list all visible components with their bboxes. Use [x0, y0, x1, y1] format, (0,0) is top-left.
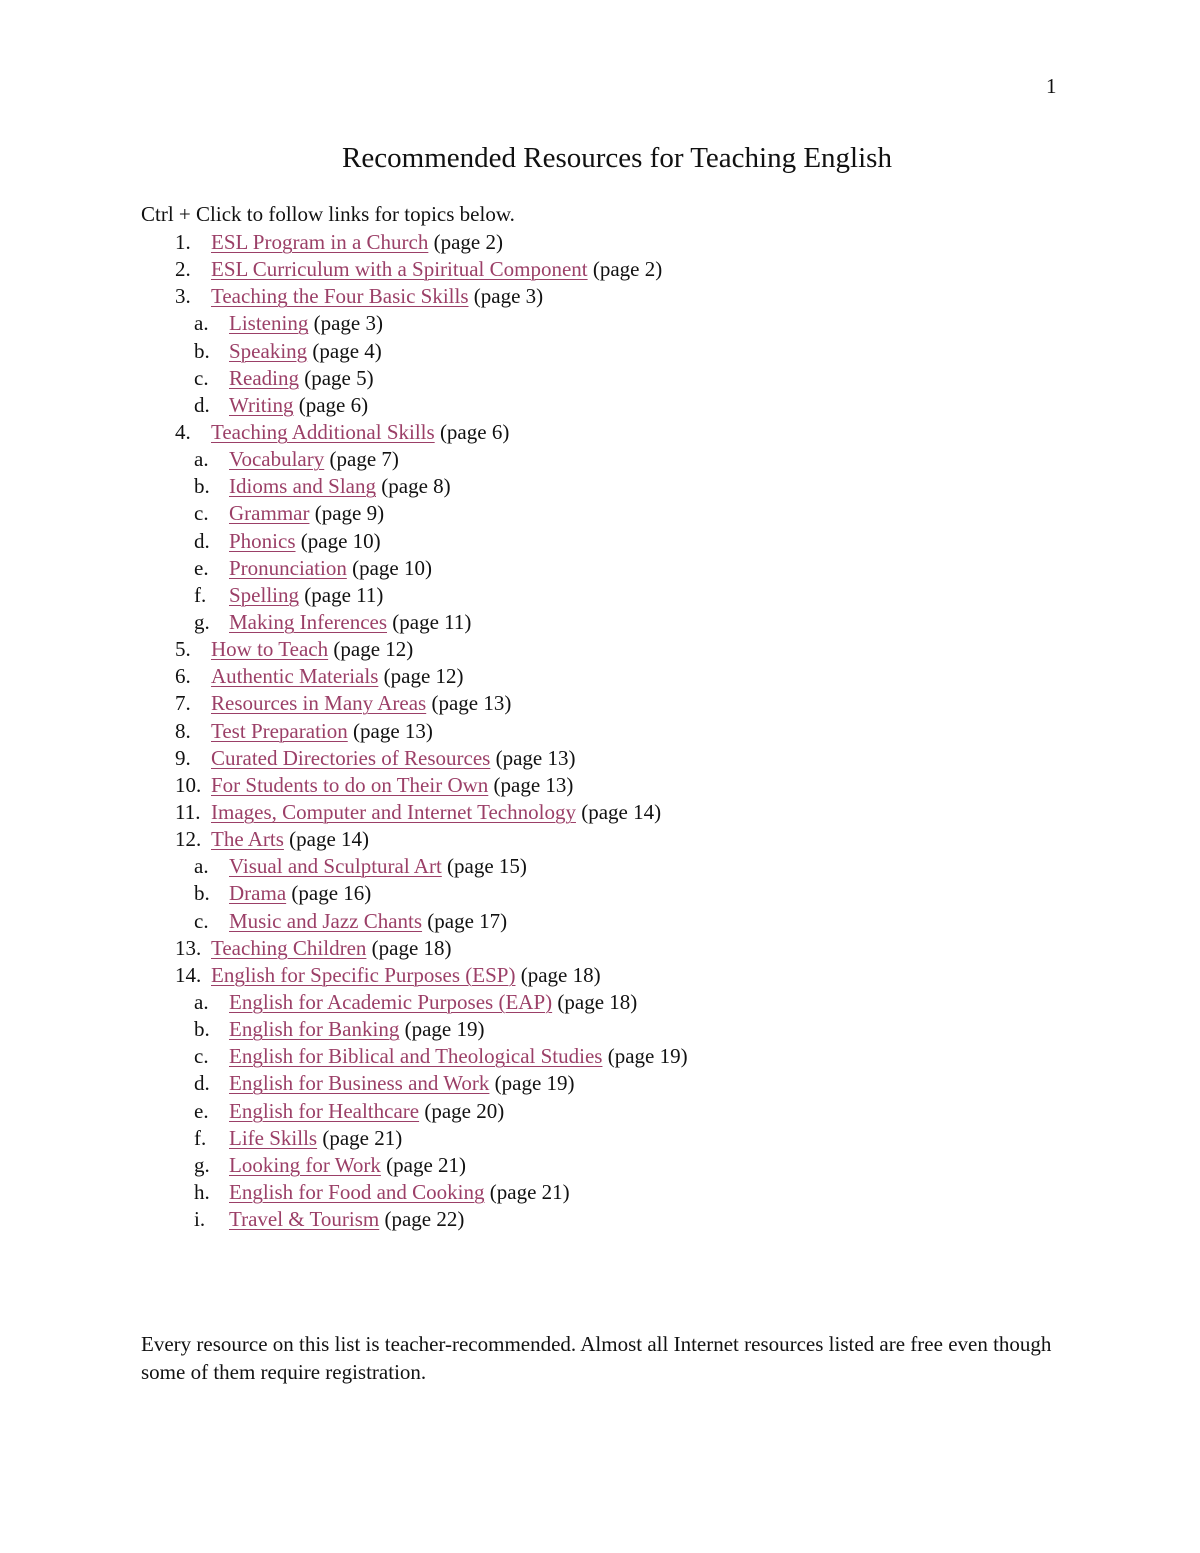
- toc-item-link[interactable]: Vocabulary: [229, 447, 325, 472]
- toc-item-page-ref: (page 19): [607, 1044, 688, 1069]
- toc-item-entry: [229, 853, 527, 880]
- toc-item-page-ref: (page 14): [289, 827, 370, 852]
- toc-item-link[interactable]: English for Food and Cooking: [229, 1179, 485, 1204]
- toc-item-link[interactable]: Test Preparation: [211, 718, 348, 743]
- toc-item-link[interactable]: Looking for Work: [229, 1152, 381, 1177]
- toc-item-page-ref: (page 14): [581, 799, 662, 824]
- toc-item-entry: [229, 609, 471, 636]
- toc-item-link[interactable]: ESL Curriculum with a Spiritual Component: [211, 257, 588, 282]
- toc-item-marker: g.: [194, 1152, 210, 1177]
- toc-item-link[interactable]: Reading: [229, 365, 299, 390]
- toc-item-page-ref: (page 19): [404, 1017, 485, 1042]
- toc-item-marker: 4.: [175, 419, 191, 444]
- toc-item-marker: g.: [194, 609, 210, 634]
- toc-item-marker: 13.: [175, 935, 202, 960]
- toc-item-marker: 5.: [175, 637, 191, 662]
- toc-item-page-ref: (page 2): [433, 230, 503, 254]
- toc-item-marker: f.: [194, 582, 207, 607]
- toc-item-entry: [211, 256, 662, 283]
- toc-item-page-ref: (page 4): [312, 338, 382, 363]
- toc-item-marker: e.: [194, 1098, 209, 1123]
- toc-item-entry: [211, 826, 369, 853]
- toc-item-entry: [229, 392, 368, 419]
- toc-item-marker: 6.: [175, 664, 191, 689]
- toc-item-link[interactable]: How to Teach: [211, 637, 329, 662]
- toc-item-marker: 8.: [175, 718, 191, 743]
- toc-item-page-ref: (page 22): [384, 1207, 465, 1232]
- toc-item-link[interactable]: For Students to do on Their Own: [211, 772, 489, 797]
- toc-item-entry: [229, 446, 399, 473]
- toc-item-entry: [229, 1125, 402, 1152]
- toc-item-page-ref: (page 21): [489, 1179, 570, 1204]
- toc-item-marker: 12.: [175, 827, 202, 852]
- toc-item-page-ref: (page 9): [314, 501, 385, 526]
- toc-item-entry: [211, 799, 661, 826]
- footer-note: Every resource on this list is teacher-recommended. Almost all Internet resources listed are free even though some of them require registration.: [141, 1332, 1052, 1384]
- toc-item-entry: [211, 636, 413, 663]
- page-number: 1: [1046, 74, 1057, 98]
- toc-item-marker: c.: [194, 908, 209, 933]
- toc-item-marker: 7.: [175, 691, 191, 716]
- toc-item-entry: [229, 555, 432, 582]
- toc-item-page-ref: (page 13): [493, 772, 574, 797]
- instruction-text: Ctrl + Click to follow links for topics below.: [141, 202, 515, 226]
- toc-item-entry: [211, 229, 503, 256]
- toc-item-page-ref: (page 6): [298, 392, 369, 417]
- toc-item-page-ref: (page 13): [431, 691, 512, 716]
- toc-item-link[interactable]: Teaching the Four Basic Skills: [211, 284, 469, 309]
- toc-item-marker: d.: [194, 392, 210, 417]
- toc-item-page-ref: (page 19): [494, 1071, 575, 1096]
- toc-item-marker: b.: [194, 338, 210, 363]
- toc-item-entry: [229, 473, 451, 500]
- toc-item-entry: [229, 1098, 504, 1125]
- toc-item-link[interactable]: Writing: [229, 392, 294, 417]
- toc-item-entry: [211, 962, 601, 989]
- toc-item-marker: h.: [194, 1179, 210, 1204]
- toc-item-page-ref: (page 18): [557, 989, 638, 1014]
- toc-item-entry: [229, 880, 371, 907]
- toc-item-marker: b.: [194, 474, 210, 499]
- toc-item-marker: 11.: [175, 799, 201, 824]
- toc-item-entry: [229, 310, 383, 337]
- toc-item-entry: [229, 1043, 688, 1070]
- toc-item-marker: a.: [194, 447, 209, 472]
- toc-item-marker: b.: [194, 881, 210, 906]
- toc-item-link[interactable]: Speaking: [229, 338, 308, 363]
- toc-item-entry: [229, 1179, 570, 1206]
- toc-item-marker: 2.: [175, 257, 191, 282]
- toc-item-page-ref: (page 11): [304, 582, 384, 607]
- toc-item-entry: [229, 1152, 466, 1179]
- toc-item-link[interactable]: English for Banking: [229, 1017, 400, 1042]
- toc-item-marker: 14.: [175, 962, 202, 987]
- toc-item-marker: i.: [194, 1207, 206, 1232]
- toc-item-entry: [229, 989, 637, 1016]
- toc-item-page-ref: (page 7): [329, 447, 399, 472]
- toc-item-link[interactable]: Listening: [229, 311, 309, 336]
- toc-item-marker: 10.: [175, 772, 202, 797]
- toc-item-marker: d.: [194, 1071, 210, 1096]
- toc-item-page-ref: (page 11): [392, 609, 472, 634]
- toc-item-marker: d.: [194, 528, 210, 553]
- toc-item-link[interactable]: Pronunciation: [229, 555, 347, 580]
- toc-item-page-ref: (page 15): [447, 854, 527, 879]
- toc-item-link[interactable]: ESL Program in a Church: [211, 230, 429, 254]
- toc-item-page-ref: (page 13): [495, 745, 576, 770]
- toc-item-link[interactable]: Travel & Tourism: [229, 1207, 380, 1232]
- toc-item-link[interactable]: English for Healthcare: [229, 1098, 420, 1123]
- toc-item-page-ref: (page 13): [353, 718, 433, 743]
- toc-item-marker: b.: [194, 1017, 210, 1042]
- toc-item-link[interactable]: Drama: [229, 881, 287, 906]
- toc-item-page-ref: (page 6): [439, 419, 510, 444]
- toc-item-entry: [229, 582, 383, 609]
- toc-item-entry: [229, 908, 507, 935]
- toc-item-marker: c.: [194, 365, 209, 390]
- toc-item-page-ref: (page 16): [291, 881, 372, 906]
- toc-item-entry: [211, 283, 543, 310]
- toc-item-entry: [229, 1070, 575, 1097]
- toc-item-entry: [229, 338, 382, 365]
- toc-item-entry: [229, 1016, 484, 1043]
- toc-item-entry: [229, 528, 381, 555]
- toc-item-page-ref: (page 3): [473, 284, 544, 309]
- toc-item-link[interactable]: Resources in Many Areas: [211, 691, 427, 716]
- toc-item-page-ref: (page 17): [427, 908, 508, 933]
- toc-item-page-ref: (page 3): [313, 311, 383, 336]
- toc-item-page-ref: (page 18): [371, 935, 452, 960]
- toc-item-link[interactable]: Teaching Children: [211, 935, 367, 960]
- toc-item-entry: [211, 419, 509, 446]
- toc-item-marker: e.: [194, 555, 209, 580]
- toc-item-entry: [211, 772, 573, 799]
- toc-item-page-ref: (page 20): [424, 1098, 505, 1123]
- toc-item-page-ref: (page 10): [300, 528, 381, 553]
- toc-item-page-ref: (page 2): [592, 257, 663, 282]
- toc-item-link[interactable]: Life Skills: [229, 1125, 318, 1150]
- toc-item-link[interactable]: English for Specific Purposes (ESP): [211, 962, 516, 987]
- toc-item-link[interactable]: Curated Directories of Resources: [211, 745, 491, 770]
- toc-item-link[interactable]: Spelling: [229, 582, 300, 607]
- toc-item-page-ref: (page 8): [381, 474, 451, 499]
- toc-item-link[interactable]: English for Biblical and Theological Studies: [229, 1044, 603, 1069]
- toc-item-page-ref: (page 18): [520, 962, 601, 987]
- toc-item-entry: [229, 365, 374, 392]
- toc-item-entry: [229, 1206, 464, 1233]
- toc-item-entry: [211, 935, 452, 962]
- toc-item-link[interactable]: The Arts: [211, 827, 284, 852]
- toc-item-page-ref: (page 21): [322, 1125, 403, 1150]
- toc-item-marker: a.: [194, 989, 209, 1014]
- toc-item-link[interactable]: English for Academic Purposes (EAP): [229, 989, 553, 1014]
- toc-item-marker: c.: [194, 1044, 209, 1069]
- toc-item-marker: f.: [194, 1125, 207, 1150]
- toc-item-marker: a.: [194, 854, 209, 879]
- toc-item-link[interactable]: Grammar: [229, 501, 310, 526]
- toc-item-page-ref: (page 12): [383, 664, 464, 689]
- toc-item-link[interactable]: Authentic Materials: [211, 664, 379, 689]
- toc-item-marker: 1.: [175, 230, 191, 254]
- document-title: Recommended Resources for Teaching English: [342, 142, 892, 174]
- toc-item-page-ref: (page 5): [304, 365, 374, 390]
- toc-item-marker: c.: [194, 501, 209, 526]
- toc-item-link[interactable]: Idioms and Slang: [229, 474, 376, 499]
- toc-item-entry: [211, 690, 511, 717]
- toc-item-link[interactable]: Phonics: [229, 528, 296, 553]
- toc-item-entry: [229, 500, 384, 527]
- toc-item-link[interactable]: Images, Computer and Internet Technology: [211, 799, 576, 824]
- toc-item-link[interactable]: Music and Jazz Chants: [229, 908, 423, 933]
- toc-item-marker: 9.: [175, 745, 191, 770]
- toc-item-marker: a.: [194, 311, 209, 336]
- toc-item-link[interactable]: Teaching Additional Skills: [211, 419, 435, 444]
- toc-item-entry: [211, 745, 575, 772]
- toc-item-link[interactable]: Visual and Sculptural Art: [229, 854, 442, 879]
- toc-item-link[interactable]: Making Inferences: [229, 609, 388, 634]
- toc-item-link[interactable]: English for Business and Work: [229, 1071, 490, 1096]
- toc-item-page-ref: (page 21): [386, 1152, 467, 1177]
- toc-item-entry: [211, 718, 433, 745]
- toc-item-entry: [211, 663, 464, 690]
- toc-item-marker: 3.: [175, 284, 191, 309]
- toc-item-page-ref: (page 10): [352, 555, 432, 580]
- toc-item-page-ref: (page 12): [333, 637, 414, 662]
